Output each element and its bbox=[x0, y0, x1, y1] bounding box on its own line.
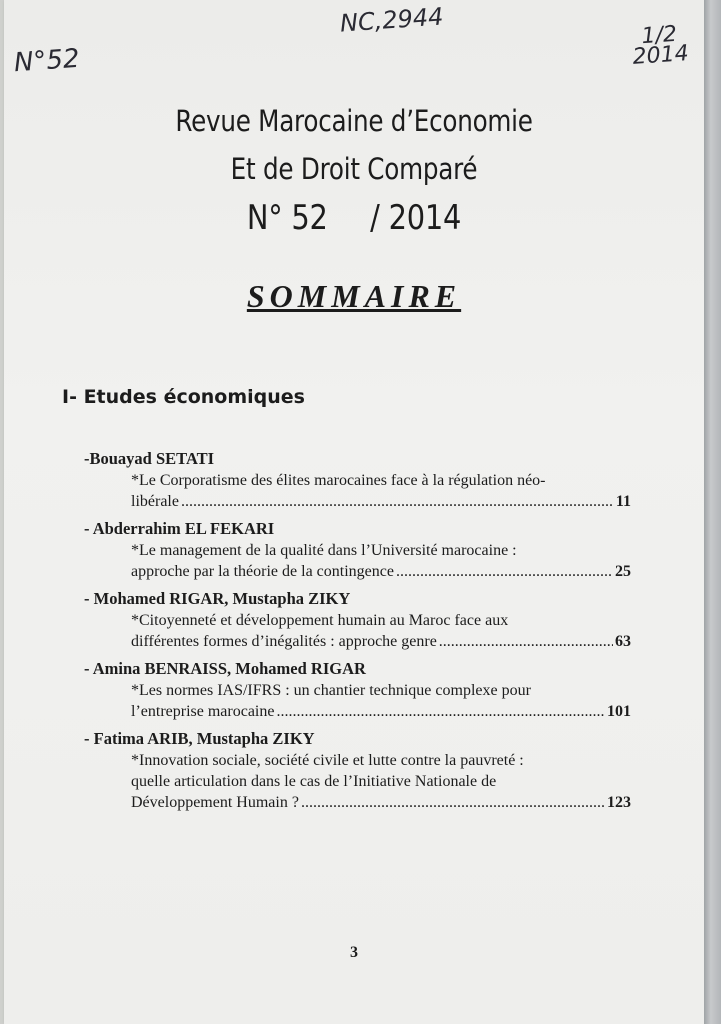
toc-entry bbox=[4, 728, 704, 813]
journal-issue bbox=[57, 198, 652, 238]
handwritten-date-year: 2014 bbox=[631, 41, 690, 70]
toc-author: -Bouayad SETATI bbox=[84, 449, 215, 468]
toc-title-text: libérale bbox=[131, 493, 179, 510]
book-page-edge bbox=[704, 0, 721, 1024]
toc-leader-dots bbox=[439, 631, 613, 652]
toc-entry bbox=[4, 588, 704, 652]
toc-article bbox=[131, 680, 631, 722]
toc-title-line-last bbox=[131, 701, 631, 722]
document-page bbox=[4, 0, 704, 1024]
toc-author: - Abderrahim EL FEKARI bbox=[84, 519, 275, 538]
toc-page-number: 63 bbox=[615, 633, 631, 650]
toc-page-number: 11 bbox=[615, 493, 631, 510]
handwritten-date bbox=[631, 21, 690, 70]
issue-number: N° 52 bbox=[246, 198, 328, 238]
toc-leader-dots bbox=[396, 561, 613, 582]
handwritten-number: N°52 bbox=[13, 43, 81, 79]
table-of-contents bbox=[4, 448, 704, 813]
journal-title-line1: Revue Marocaine d’Economie bbox=[175, 104, 533, 138]
toc-page-number: 123 bbox=[607, 794, 631, 811]
toc-leader-dots bbox=[181, 491, 614, 512]
toc-title-line: *Les normes IAS/IFRS : un chantier technique complexe pour bbox=[131, 682, 531, 699]
toc-article bbox=[131, 540, 631, 582]
page-number: 3 bbox=[350, 944, 358, 961]
toc-title-line-last bbox=[131, 792, 631, 813]
toc-article bbox=[131, 750, 631, 813]
toc-author: - Fatima ARIB, Mustapha ZIKY bbox=[84, 729, 315, 748]
toc-entry bbox=[4, 448, 704, 512]
toc-leader-dots bbox=[301, 792, 605, 813]
toc-author: - Amina BENRAISS, Mohamed RIGAR bbox=[84, 659, 366, 678]
toc-title-line-last bbox=[131, 631, 631, 652]
toc-title-line: *Innovation sociale, société civile et lutte contre la pauvreté : bbox=[131, 752, 524, 769]
toc-author: - Mohamed RIGAR, Mustapha ZIKY bbox=[84, 589, 351, 608]
toc-title-line: *Le Corporatisme des élites marocaines face à la régulation néo- bbox=[131, 472, 546, 489]
toc-entry bbox=[4, 518, 704, 582]
sommaire-heading: SOMMAIRE bbox=[246, 278, 462, 314]
toc-leader-dots bbox=[276, 701, 605, 722]
section-heading: I- Etudes économiques bbox=[62, 386, 305, 408]
toc-title-line: quelle articulation dans le cas de l’Initiative Nationale de bbox=[131, 773, 497, 790]
toc-title-line-last bbox=[131, 561, 631, 582]
toc-entry bbox=[4, 658, 704, 722]
toc-page-number: 25 bbox=[615, 563, 631, 580]
journal-title-line2: Et de Droit Comparé bbox=[230, 152, 478, 186]
toc-article bbox=[131, 470, 631, 512]
toc-title-text: différentes formes d’inégalités : approche genre bbox=[131, 633, 437, 650]
toc-title-text: l’entreprise marocaine bbox=[131, 703, 275, 720]
toc-title-line: *Le management de la qualité dans l’Université marocaine : bbox=[131, 542, 517, 559]
toc-title-line-last bbox=[131, 491, 631, 512]
toc-title-text: Développement Humain ? bbox=[131, 794, 299, 811]
handwritten-reference: NC,2944 bbox=[339, 2, 445, 38]
handwritten-date-top: 1/2 bbox=[640, 21, 678, 50]
toc-article bbox=[131, 610, 631, 652]
toc-page-number: 101 bbox=[607, 703, 631, 720]
toc-title-text: approche par la théorie de la contingence bbox=[131, 563, 394, 580]
toc-title-line: *Citoyenneté et développement humain au Maroc face aux bbox=[131, 612, 509, 629]
issue-year: / 2014 bbox=[370, 198, 462, 238]
